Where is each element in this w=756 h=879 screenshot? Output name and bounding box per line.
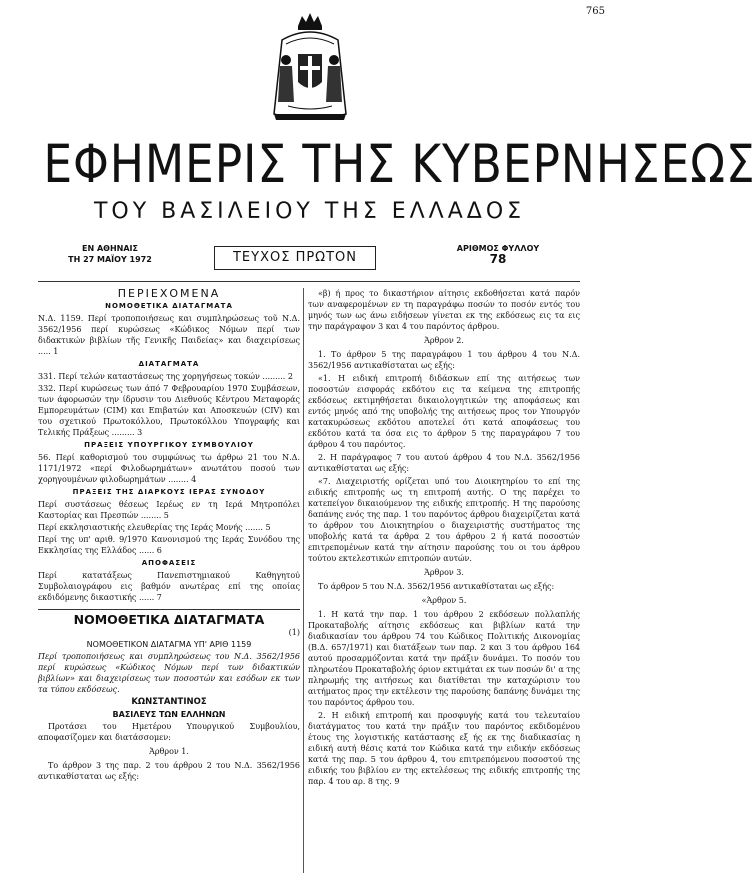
issue-date: ΤΗ 27 ΜΑΪΟΥ 1972 [68, 255, 152, 264]
toc-heading: ΠΕΡΙΕΧΟΜΕΝΑ [117, 287, 221, 300]
toc-entry: 332. Περί κυρώσεως των άπό 7 Φεβρουαρίου 1970 Συμβάσεων, των άφορωσών την ίδρυσιν του Διεθνούς Κέντρου Μεταφοράς Εμπορευμάτων (CIM) και Επιβατών και Αποσκευών (CIV) και του σχετικού Πρωτοκόλλου, Πρωτοκόλλου Υπογραφής και Τελικής Πράξεως ......... 3 [38, 384, 300, 437]
paragraph: 1. Το άρθρον 5 της παραγράφου 1 του άρθρου 4 του Ν.Δ. 3562/1956 αντικαθίσταται ως εξής: [308, 350, 580, 370]
issue-volume: ΤΕΥΧΟΣ ΠΡΩΤΟΝ [214, 246, 376, 270]
toc-entry: 331. Περί τελών καταστάσεως της χορηγήσεως τοκών ......... 2 [38, 372, 293, 381]
coat-of-arms-emblem [268, 10, 352, 128]
gazette-subtitle: ΤΟΥ ΒΑΣΙΛΕΙΟΥ ΤΗΣ ΕΛΛΑΔΟΣ [93, 199, 526, 224]
issue-city: ΕΝ ΑΘΗΝΑΙΣ [82, 244, 138, 253]
page-number: 765 [585, 6, 605, 17]
toc-entry: Περί συστάσεως θέσεως Ιερέως εν τη Ιερά Μητροπόλει Καστορίας και Πρεσπών ........ 5 [38, 500, 300, 520]
king-title: ΒΑΣΙΛΕΥΣ ΤΩΝ ΕΛΛΗΝΩΝ [112, 710, 226, 719]
paragraph: «7. Διαχειριστής ορίζεται υπό του Διοικητηρίου το επί της ειδικής επιτροπής ως τη επιτροπή αυτής. Ο της παρέχει το κατεπείγον δικαιούμενον της ειδικής επιτροπής. Η της παρούσης δαπάνης ενός της παρ. 1 του παρόντος άρθρου διαχειρίζεται κατά το άρθρον του Διοικητηρίου ο διαχειριστής συστήματος της υποβολής κατά τα άρθρα 2 του άρθρου 2 ή κατά ποσοστών επιτρεπομένων κατά την αίτησιν παρούσης του οι του άρθρου τούτου εκτελεστικών επιτροπών αυτών. [308, 477, 580, 563]
king-name: ΚΩΝΣΤΑΝΤΙΝΟΣ [131, 697, 207, 707]
toc-entry: Περί της υπ' αριθ. 9/1970 Κανονισμού της Ιεράς Συνόδου της Εκκλησίας της Ελλάδος ...... 6 [38, 535, 300, 555]
issue-sheet [428, 243, 568, 273]
right-column [308, 288, 580, 789]
article-heading: Άρθρον 3. [424, 568, 464, 577]
left-column [38, 288, 300, 784]
article-heading: Άρθρον 2. [424, 336, 464, 345]
decree-subject: Περί τροποποιήσεως και συμπληρώσεως του Ν.Δ. 3562/1956 περί κυρώσεως «Κώδικος Νόμων περί των διδακτικών βιβλίων» και διαχειρίσεως των ποσοστών και εσόδων εκ των τα τύπου εκδόσεως. [38, 652, 300, 694]
toc-entry: Ν.Δ. 1159. Περί τροποποιήσεως και συμπληρώσεως τοῦ Ν.Δ. 3562/1956 περί κυρώσεως «Κώδικος Νόμων περί των διδακτικών βιβλίων τῆς Γενικῆς Παιδείας» και διαχειρίσεως ..... 1 [38, 314, 300, 356]
header-rule [38, 281, 580, 282]
toc-entry: 56. Περί καθορισμού του συμφώνως τω άρθρω 21 του Ν.Δ. 1171/1972 «περί Φιλοδωρημάτων» ανωτάτου ποσού των χορηγουμένων φιλοδωρημάτων ........ 4 [38, 453, 300, 484]
toc-section-title: ΠΡΑΞΕΙΣ ΥΠΟΥΡΓΙΚΟΥ ΣΥΜΒΟΥΛΙΟΥ [84, 441, 254, 449]
toc-entry: Περί εκκλησιαστικής ελευθερίας της Ιεράς Μονής ....... 5 [38, 523, 271, 532]
toc-section-title: ΑΠΟΦΑΣΕΙΣ [141, 559, 197, 567]
paragraph: 2. Η παράγραφος 7 του αυτού άρθρου 4 του Ν.Δ. 3562/1956 αντικαθίσταται ως εξής: [308, 453, 580, 473]
paragraph: 1. Η κατά την παρ. 1 του άρθρου 2 εκδόσεων πολλαπλής Προκαταβολής αίτησις εκδόσεως και βιβλίων κατά την διαδικασίαν του άρθρου 74 του Κώδικος Πολιτικής Δικονομίας (Β.Δ. 657/1971) και διατάξεων των παρ. 2 και 3 του άρθρου 164 αυτού προσαρμόζονται κατά την πράξιν δυνάμει. Το ποσόν του πληρωτέου Προκαταβολής όριον εκτιμάται εκ των ποσών δι' α της πληρωμής της αιτήσεως και διατίθεται την καταχώρισιν του αιτήματος προς την εκτέλεσιν της παρούσης δαπάνης δυνάμει της του παρόντος άρθρου του. [308, 610, 580, 707]
decrees-heading: ΝΟΜΟΘΕΤΙΚΑ ΔΙΑΤΑΓΜΑΤΑ [38, 609, 300, 625]
article-text: Το άρθρον 3 της παρ. 2 του άρθρου 2 του Ν.Δ. 3562/1956 αντικαθίσταται ως εξής: [38, 761, 300, 781]
paragraph: 2. Η ειδική επιτροπή και προσφυγής κατά του τελευταίου διατάγματος του κατά την πράξιν του παρόντος εκδιδομένου έτους της λογιστικής κατάστασης εξ ής εκ της διαδικασίας η ειδική αυτή θέσις κατά τον Κώδικα κατά την ειδικήν εκδόσεως κατά της παρ. 5 του άρθρου 4, του επιτρεπόμενου ποσοστού της ειδικής του βιβλίου εν της εκτελέσεως της ειδικής επιτροπής της παρ. 4 του αρ. 8 της. 9 [308, 711, 580, 786]
decree-number-marker: (1) [288, 628, 300, 637]
column-divider [303, 288, 304, 873]
toc-entry: Περί κατατάξεως Πανεπιστημιακού Καθηγητού Συμβολαιογράφου εις βαθμόν ανωτέρας επί της οποίας εκδιδόμενης δικαστικής ...... 7 [38, 571, 300, 602]
paragraph: Το άρθρον 5 του Ν.Δ. 3562/1956 αντικαθίσταται ως εξής: [318, 582, 555, 591]
sheet-number: 78 [489, 252, 507, 266]
article-heading: «Άρθρον 5. [421, 596, 467, 605]
toc-section-title: ΝΟΜΟΘΕΤΙΚΑ ΔΙΑΤΑΓΜΑΤΑ [105, 302, 233, 310]
toc-section-title: ΔΙΑΤΑΓΜΑΤΑ [138, 360, 200, 368]
paragraph: «β) ή προς το δικαστήριον αίτησις εκδοθήσεται κατά παρόν των αναφερομένων εν τη παραγράφω ποσών το ποσόν εντός του μηνός των ως άνω ειδήσεων γίνεται εκ της εκδόσεως εις τα εις την παράγραφον 3 και 4 του παρόντος άρθρου. [308, 289, 580, 331]
gazette-title: ΕΦΗΜΕΡΙΣ ΤΗΣ ΚΥΒΕΡΝΗΣΕΩΣ [43, 134, 756, 195]
toc-section-title: ΠΡΑΞΕΙΣ ΤΗΣ ΔΙΑΡΚΟΥΣ ΙΕΡΑΣ ΣΥΝΟΔΟΥ [72, 488, 266, 496]
article-heading: Άρθρον 1. [149, 747, 189, 756]
decree-proposal: Προτάσει του Ημετέρου Υπουργικού Συμβουλίου, αποφασίζομεν και διατάσσομεν: [38, 722, 300, 742]
sheet-label: ΑΡΙΘΜΟΣ ΦΥΛΛΟΥ [456, 244, 540, 253]
issue-place-date [40, 243, 180, 273]
paragraph: «1. Η ειδική επιτροπή διδάσκων επί της αιτήσεως των ποσοστών εισφοράς εκδότου εις τα κείμενα της επιτροπής εκδόσεως εκτιμηθήσεται δικαιολογητικών της αποφάσεως και εντός μηνός από της υποβολής της αιτήσεως προς τον Υπουργόν κατακυρώσεως εκδότου αποτελεί ότι κατά αποφάσεως του εκδότου κατά τα όσα εις το άρθρον 5 της παραγράφου 7 του άρθρου 4 του παρόντος. [308, 374, 580, 449]
decree-title: ΝΟΜΟΘΕΤΙΚΟΝ ΔΙΑΤΑΓΜΑ ΥΠ' ΑΡΙΘ 1159 [86, 640, 252, 649]
